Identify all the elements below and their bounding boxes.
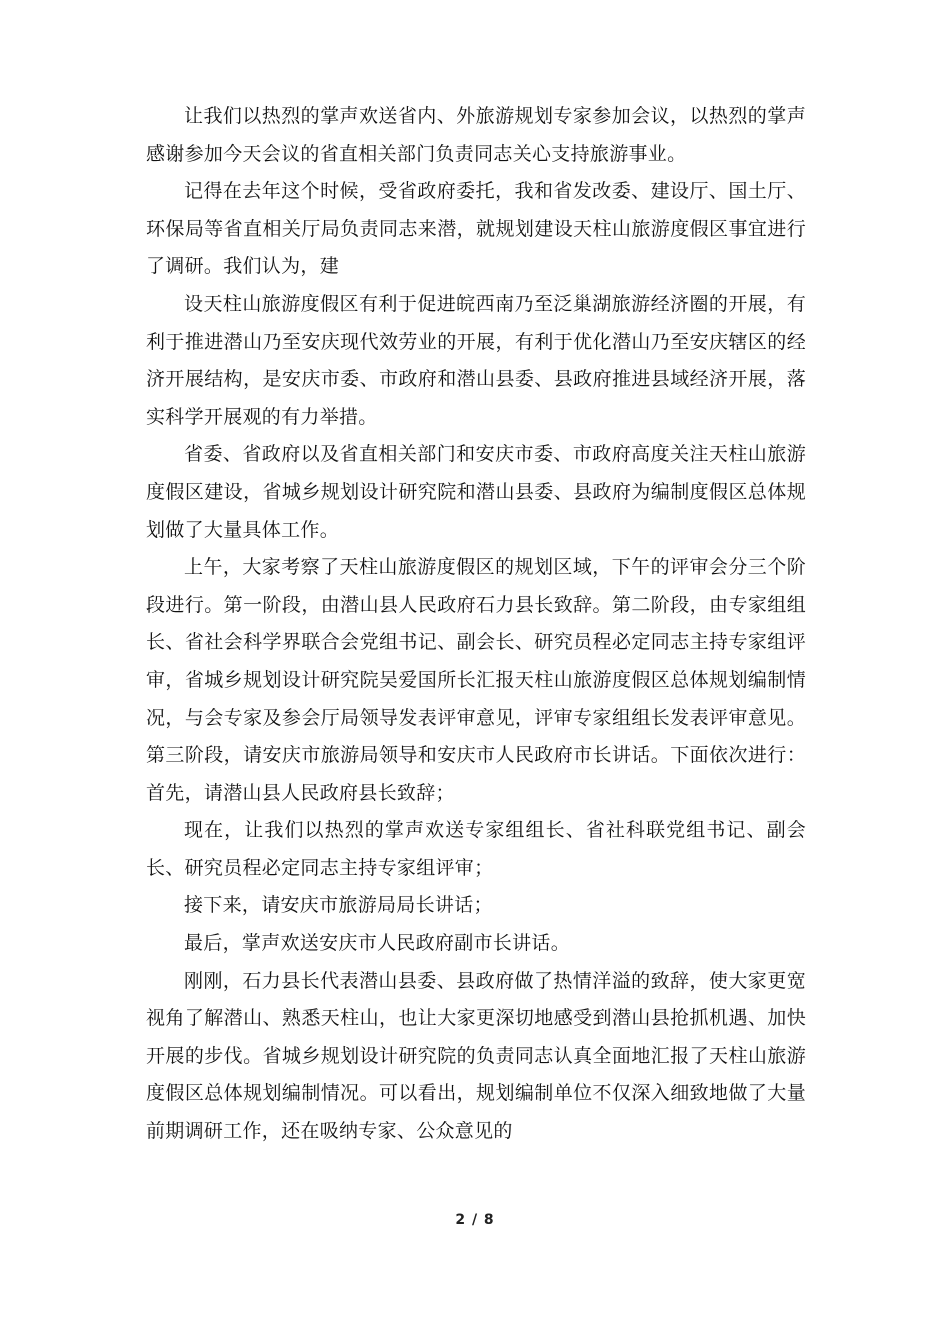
paragraph: 让我们以热烈的掌声欢送省内、外旅游规划专家参加会议，以热烈的掌声感谢参加今天会议的省直相关部门负责同志关心支持旅游事业。: [146, 105, 806, 165]
paragraph: 上午，大家考察了天柱山旅游度假区的规划区域，下午的评审会分三个阶段进行。第一阶段，由潜山县人民政府石力县长致辞。第二阶段，由专家组组长、省社会科学界联合会党组书记、副会长、研究员程必定同志主持专家组评审，省城乡规划设计研究院吴爱国所长汇报天柱山旅游度假区总体规划编制情况，与会专家及参会厅局领导发表评审意见，评审专家组组长发表评审意见。第三阶段，请安庆市旅游局领导和安庆市人民政府市长讲话。下面依次进行：首先，请潜山县人民政府县长致辞；: [146, 556, 806, 804]
paragraph: 设天柱山旅游度假区有利于促进皖西南乃至泛巢湖旅游经济圈的开展，有利于推进潜山乃至安庆现代效劳业的开展，有利于优化潜山乃至安庆辖区的经济开展结构，是安庆市委、市政府和潜山县委、县政府推进县域经济开展，落实科学开展观的有力举措。: [146, 292, 806, 428]
paragraph: 最后，掌声欢送安庆市人民政府副市长讲话。: [184, 932, 571, 955]
paragraph: 接下来，请安庆市旅游局局长讲话；: [184, 894, 493, 917]
paragraph: 刚刚，石力县长代表潜山县委、县政府做了热情洋溢的致辞，使大家更宽视角了解潜山、熟悉天柱山，也让大家更深切地感受到潜山县抢抓机遇、加快开展的步伐。省城乡规划设计研究院的负责同志认真全面地汇报了天柱山旅游度假区总体规划编制情况。可以看出，规划编制单位不仅深入细致地做了大量前期调研工作，还在吸纳专家、公众意见的: [146, 969, 806, 1143]
document-body: [146, 98, 806, 1151]
paragraph: 现在，让我们以热烈的掌声欢送专家组组长、省社科联党组书记、副会长、研究员程必定同志主持专家组评审；: [146, 819, 806, 879]
paragraph: 省委、省政府以及省直相关部门和安庆市委、市政府高度关注天柱山旅游度假区建设，省城乡规划设计研究院和潜山县委、县政府为编制度假区总体规划做了大量具体工作。: [146, 443, 806, 541]
paragraph: 记得在去年这个时候，受省政府委托，我和省发改委、建设厅、国土厅、环保局等省直相关厅局负责同志来潜，就规划建设天柱山旅游度假区事宜进行了调研。我们认为，建: [146, 180, 806, 278]
page-number: 2 / 8: [455, 1212, 495, 1228]
